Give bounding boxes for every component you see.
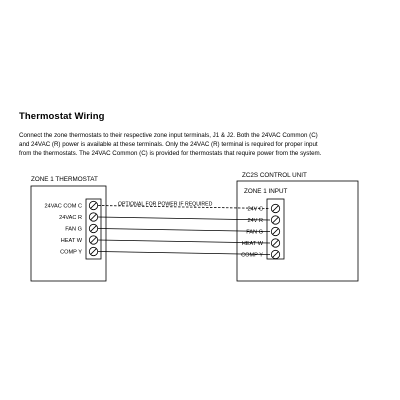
zone-input-title: ZONE 1 INPUT <box>244 188 288 195</box>
control-terminal-label: 24V C <box>247 206 263 213</box>
thermostat-terminals <box>44 201 97 255</box>
section-title: Thermostat Wiring <box>19 111 105 122</box>
intro-line-2: and 24VAC (R) power is available at these terminals. Only the 24VAC (R) terminal is required for proper input <box>19 141 318 149</box>
intro-line-3: from the thermostats. The 24VAC Common (C) is provided for thermostats that require power from the system. <box>19 150 322 158</box>
wire-1 <box>98 217 270 220</box>
optional-power-note: OPTIONAL FOR POWER IF REQUIRED <box>118 201 213 208</box>
intro-line-1: Connect the zone thermostats to their respective zone input terminals, J1 & J2. Both the 24VAC Common (C) <box>19 132 318 139</box>
thermostat-enclosure <box>31 186 106 281</box>
control-unit-title: ZC2S CONTROL UNIT <box>242 172 307 179</box>
wires <box>98 206 270 255</box>
control-terminal-label: COMP Y <box>241 252 263 259</box>
control-terminal-label: HEAT W <box>241 241 263 247</box>
thermostat-terminal-label: 24VAC R <box>59 215 82 221</box>
wire-2 <box>98 229 270 232</box>
control-terminal-label: 24V R <box>247 218 263 224</box>
control-terminal-label: FAN G <box>246 229 263 236</box>
thermostat-terminal-label: COMP Y <box>60 249 82 256</box>
thermostat-terminal-label: FAN G <box>65 226 82 233</box>
thermostat-terminal-label: 24VAC COM C <box>44 203 82 210</box>
thermostat-title: ZONE 1 THERMOSTAT <box>31 176 98 183</box>
thermostat-terminal-label: HEAT W <box>60 238 82 244</box>
